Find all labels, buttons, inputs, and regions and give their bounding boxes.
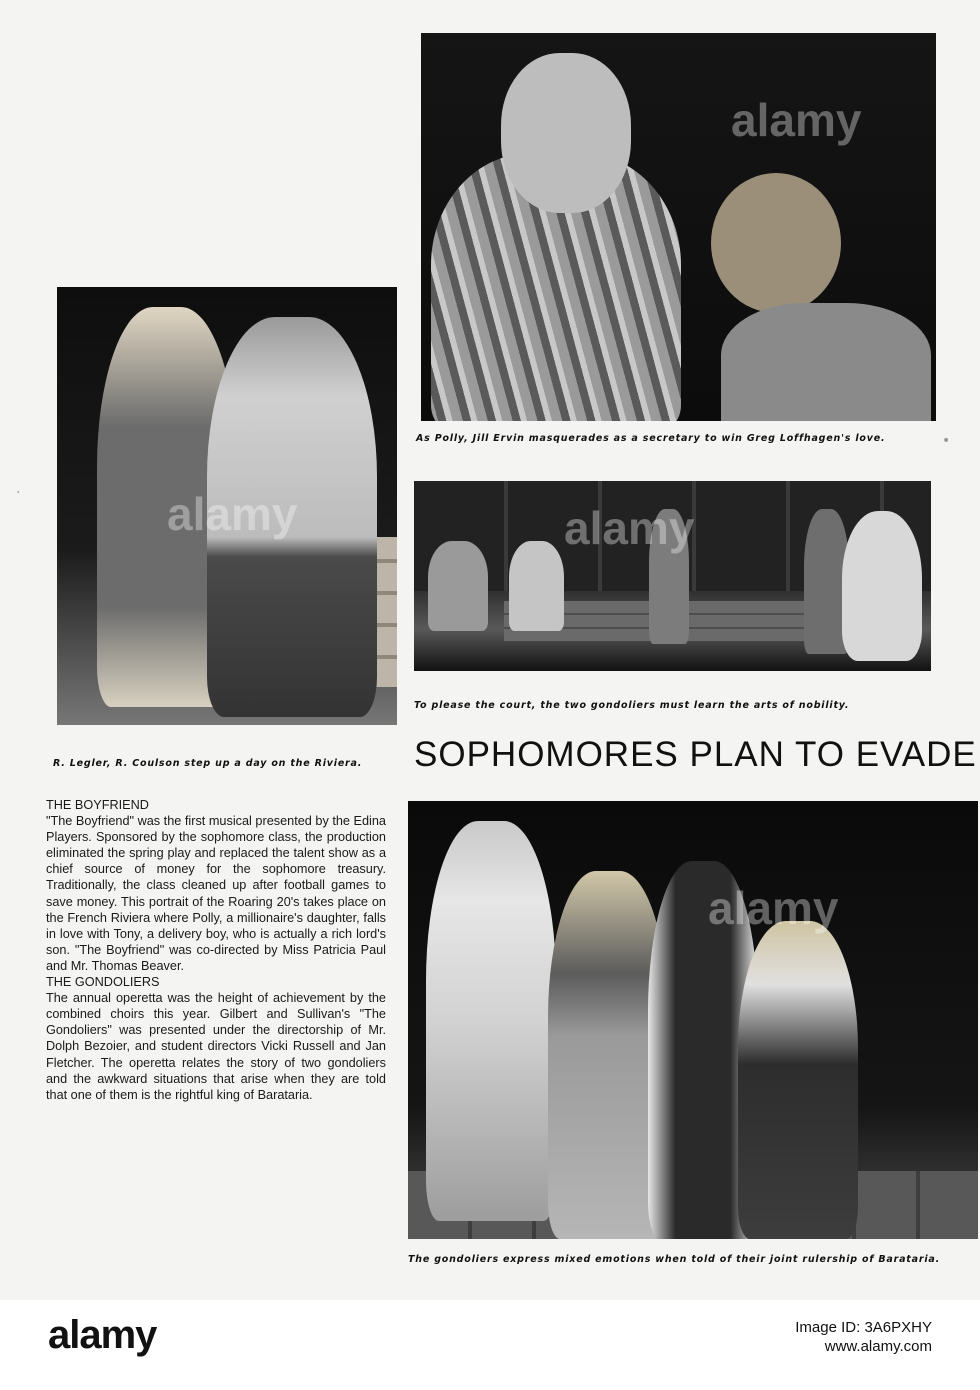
figure-gondolier-left	[426, 821, 556, 1221]
image-id: Image ID: 3A6PXHY	[795, 1319, 932, 1336]
alamy-logo[interactable]: alamy	[48, 1313, 157, 1357]
page-speck: ·	[16, 485, 21, 501]
watermark: alamy	[731, 94, 862, 146]
figure-polly-head	[711, 173, 841, 313]
headline: SOPHOMORES PLAN TO EVADE	[414, 735, 977, 774]
image-id-block	[795, 1318, 932, 1356]
photo-gondoliers	[408, 801, 978, 1239]
photo-court-scene	[414, 481, 931, 671]
caption-legler: R. Legler, R. Coulson step up a day on the Riviera.	[53, 758, 363, 769]
article-body	[46, 797, 386, 1103]
caption-polly: As Polly, Jill Ervin masquerades as a secretary to win Greg Loffhagen's love.	[416, 433, 886, 444]
site-link[interactable]: www.alamy.com	[824, 1338, 932, 1355]
page-speck: •	[942, 433, 951, 449]
heading-boyfriend: THE BOYFRIEND	[46, 798, 149, 812]
photo-polly-greg	[421, 33, 936, 421]
paragraph-gondoliers: The annual operetta was the height of achievement by the combined choirs this year. Gilbert and Sullivan's "The Gondoliers" was presented under the directorship of Mr. Dolph Bezoier, and student directors Vicki Russell and Jan Fletcher. The operetta relates the story of two gondoliers and the awkward situations that arise when they are told that one of them is the rightful king of Barataria.	[46, 991, 386, 1102]
figure-greg-head	[501, 53, 631, 213]
watermark: alamy	[167, 488, 298, 540]
figure-lady-2	[842, 511, 922, 661]
heading-gondoliers: THE GONDOLIERS	[46, 975, 160, 990]
photo-legler-coulson	[57, 287, 397, 725]
figure-gondolier-2	[509, 541, 564, 631]
paragraph-boyfriend: "The Boyfriend" was the first musical presented by the Edina Players. Sponsored by the sophomore class, the production eliminated the spring play and replaced the talent show as a chief source of money for the sophomore treasury. Traditionally, the class cleaned up after football games to save money. This portrait of the Roaring 20's takes place on the French Riviera where Polly, a millionaire's daughter, falls in love with Tony, a delivery boy, who is actually a rich lord's son. "The Boyfriend" was co-directed by Miss Patricia Paul and Mr. Thomas Beaver.	[46, 814, 386, 973]
caption-gondoliers: The gondoliers express mixed emotions when told of their joint rulership of Barataria.	[408, 1254, 941, 1265]
watermark: alamy	[708, 882, 839, 934]
watermark: alamy	[564, 502, 695, 554]
figure-girl-right	[738, 921, 858, 1239]
caption-court: To please the court, the two gondoliers must learn the arts of nobility.	[414, 700, 850, 711]
figure-gondolier-1	[428, 541, 488, 631]
figure-polly	[721, 303, 931, 421]
